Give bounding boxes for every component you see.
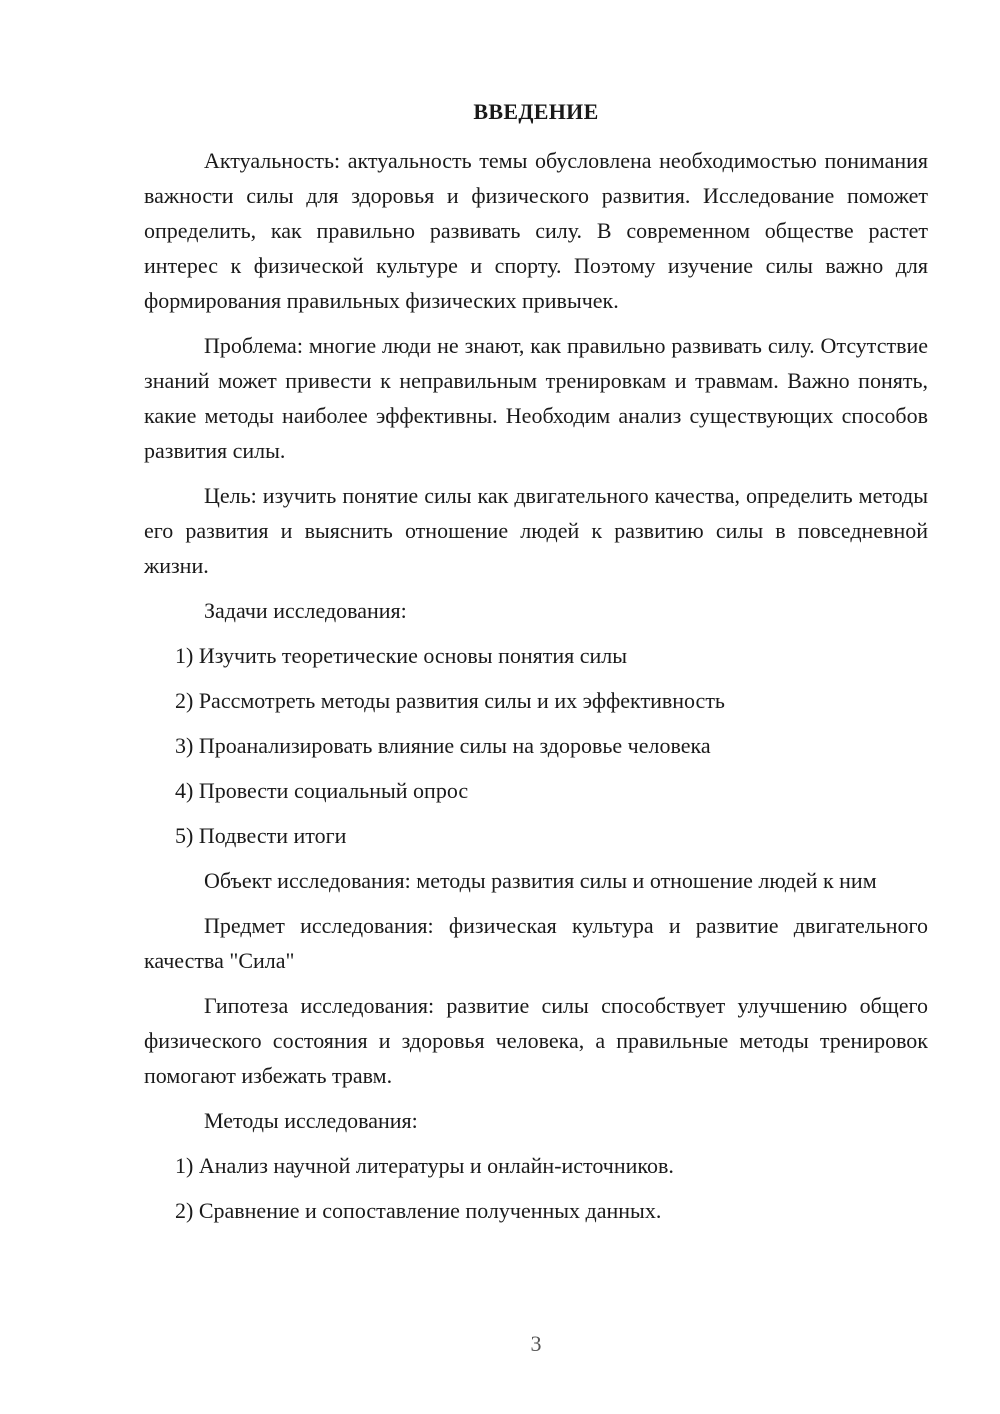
methods-list-item: 2) Сравнение и сопоставление полученных данных. xyxy=(175,1198,662,1223)
tasks-list-item: 5) Подвести итоги xyxy=(175,823,347,848)
methods-list-item: 1) Анализ научной литературы и онлайн-источников. xyxy=(175,1153,674,1178)
tasks-list-item: 3) Проанализировать влияние силы на здоровье человека xyxy=(175,733,711,758)
tasks-list-item: 2) Рассмотреть методы развития силы и их эффективность xyxy=(175,688,725,713)
subject-paragraph: Предмет исследования: физическая культура и развитие двигательного качества "Сила" xyxy=(144,913,928,973)
page-number: 3 xyxy=(530,1331,542,1356)
tasks-label: Задачи исследования: xyxy=(204,598,407,623)
hypothesis-paragraph: Гипотеза исследования: развитие силы способствует улучшению общего физического состояния и здоровья человека, а правильные методы тренировок помогают избежать травм. xyxy=(144,993,928,1088)
page-content xyxy=(144,94,928,1238)
page-title: ВВЕДЕНИЕ xyxy=(473,99,599,124)
tasks-list xyxy=(144,638,928,853)
relevance-paragraph: Актуальность: актуальность темы обусловлена необходимостью понимания важности силы для здоровья и физического развития. Исследование поможет определить, как правильно развивать силу. В современном обществе растет интерес к физической культуре и спорту. Поэтому изучение силы важно для формирования правильных физических привычек. xyxy=(144,148,928,313)
goal-paragraph: Цель: изучить понятие силы как двигательного качества, определить методы его развития и выяснить отношение людей к развитию силы в повседневной жизни. xyxy=(144,483,928,578)
object-paragraph: Объект исследования: методы развития силы и отношение людей к ним xyxy=(204,868,877,893)
tasks-list-item: 1) Изучить теоретические основы понятия силы xyxy=(175,643,628,668)
methods-list xyxy=(144,1148,928,1228)
tasks-list-item: 4) Провести социальный опрос xyxy=(175,778,469,803)
methods-label: Методы исследования: xyxy=(204,1108,418,1133)
problem-paragraph: Проблема: многие люди не знают, как правильно развивать силу. Отсутствие знаний может привести к неправильным тренировкам и травмам. Важно понять, какие методы наиболее эффективны. Необходим анализ существующих способов развития силы. xyxy=(144,333,928,463)
